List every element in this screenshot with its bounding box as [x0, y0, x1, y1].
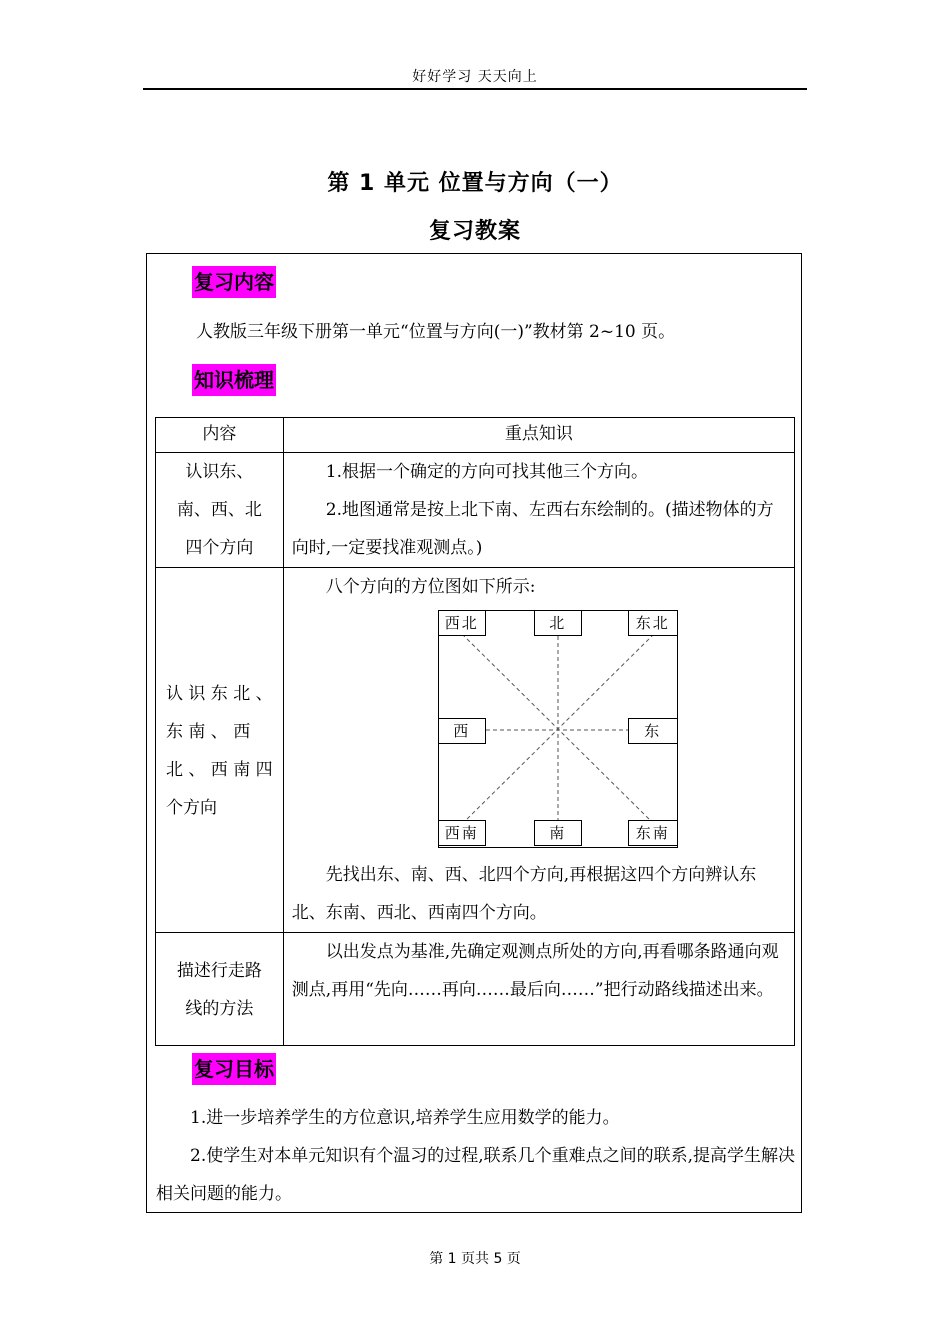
review-content-label: 复习内容: [192, 266, 276, 298]
topic-line: 四个方向: [185, 538, 254, 558]
header-divider: [143, 88, 807, 90]
label-northwest: 西北: [438, 610, 486, 636]
review-goals-label: 复习目标: [192, 1053, 276, 1085]
goal-item: 2.使学生对本单元知识有个温习的过程,联系几个重难点之间的联系,提高学生解决相关问题的能力。: [156, 1146, 796, 1204]
row-topic: [156, 933, 284, 1046]
knowledge-label: 知识梳理: [192, 364, 276, 396]
table-row: [156, 933, 795, 1046]
document-title: 复习教案: [428, 219, 521, 244]
review-content-text: 人教版三年级下册第一单元“位置与方向(一)”教材第 2~10 页。: [196, 322, 676, 342]
label-north: 北: [534, 610, 582, 636]
row-topic: [156, 453, 284, 568]
table-row: [156, 453, 795, 568]
point-text: 1.根据一个确定的方向可找其他三个方向。: [325, 462, 649, 482]
col-header-content: 内容: [156, 418, 284, 453]
topic-line: 个方向: [166, 798, 217, 818]
label-southeast: 东南: [628, 820, 678, 846]
topic-line: 描述行走路: [176, 961, 262, 981]
page-header: 好好学习 天天向上: [412, 69, 538, 85]
label-east: 东: [628, 718, 678, 744]
label-south: 南: [534, 820, 582, 846]
label-southwest: 西南: [438, 820, 486, 846]
point-text: 2.地图通常是按上北下南、左西右东绘制的。(描述物体的方向时,一定要找准观测点。): [291, 500, 774, 558]
point-text: 以出发点为基准,先确定观测点所处的方向,再看哪条路通向观测点,再用“先向……再向……最后向……”把行动路线描述出来。: [291, 942, 779, 1000]
compass-intro-text: 八个方向的方位图如下所示:: [325, 577, 536, 597]
compass-diagram: [438, 610, 678, 848]
topic-line: 东 南 、 西: [166, 722, 251, 742]
label-west: 西: [438, 718, 486, 744]
col-header-key-knowledge: 重点知识: [283, 418, 794, 453]
unit-title: 第 1 单元 位置与方向（一）: [327, 171, 623, 196]
topic-line: 北 、 西 南 四: [166, 760, 273, 780]
row-points: [283, 453, 794, 568]
topic-line: 认 识 东 北 、: [166, 684, 273, 704]
label-northeast: 东北: [628, 610, 678, 636]
topic-line: 南、西、北: [176, 500, 262, 520]
table-header-row: [156, 418, 795, 453]
topic-line: 线的方法: [185, 999, 254, 1019]
row-points: [283, 568, 794, 933]
row-topic: [156, 568, 284, 933]
topic-line: 认识东、: [185, 462, 254, 482]
row-points: [283, 933, 794, 1046]
goal-item: 1.进一步培养学生的方位意识,培养学生应用数学的能力。: [190, 1108, 620, 1128]
compass-explanation-text: 先找出东、南、西、北四个方向,再根据这四个方向辨认东北、东南、西北、西南四个方向。: [291, 865, 757, 923]
table-row: [156, 568, 795, 933]
knowledge-table: [155, 417, 795, 1046]
page-footer: 第 1 页共 5 页: [429, 1251, 521, 1267]
